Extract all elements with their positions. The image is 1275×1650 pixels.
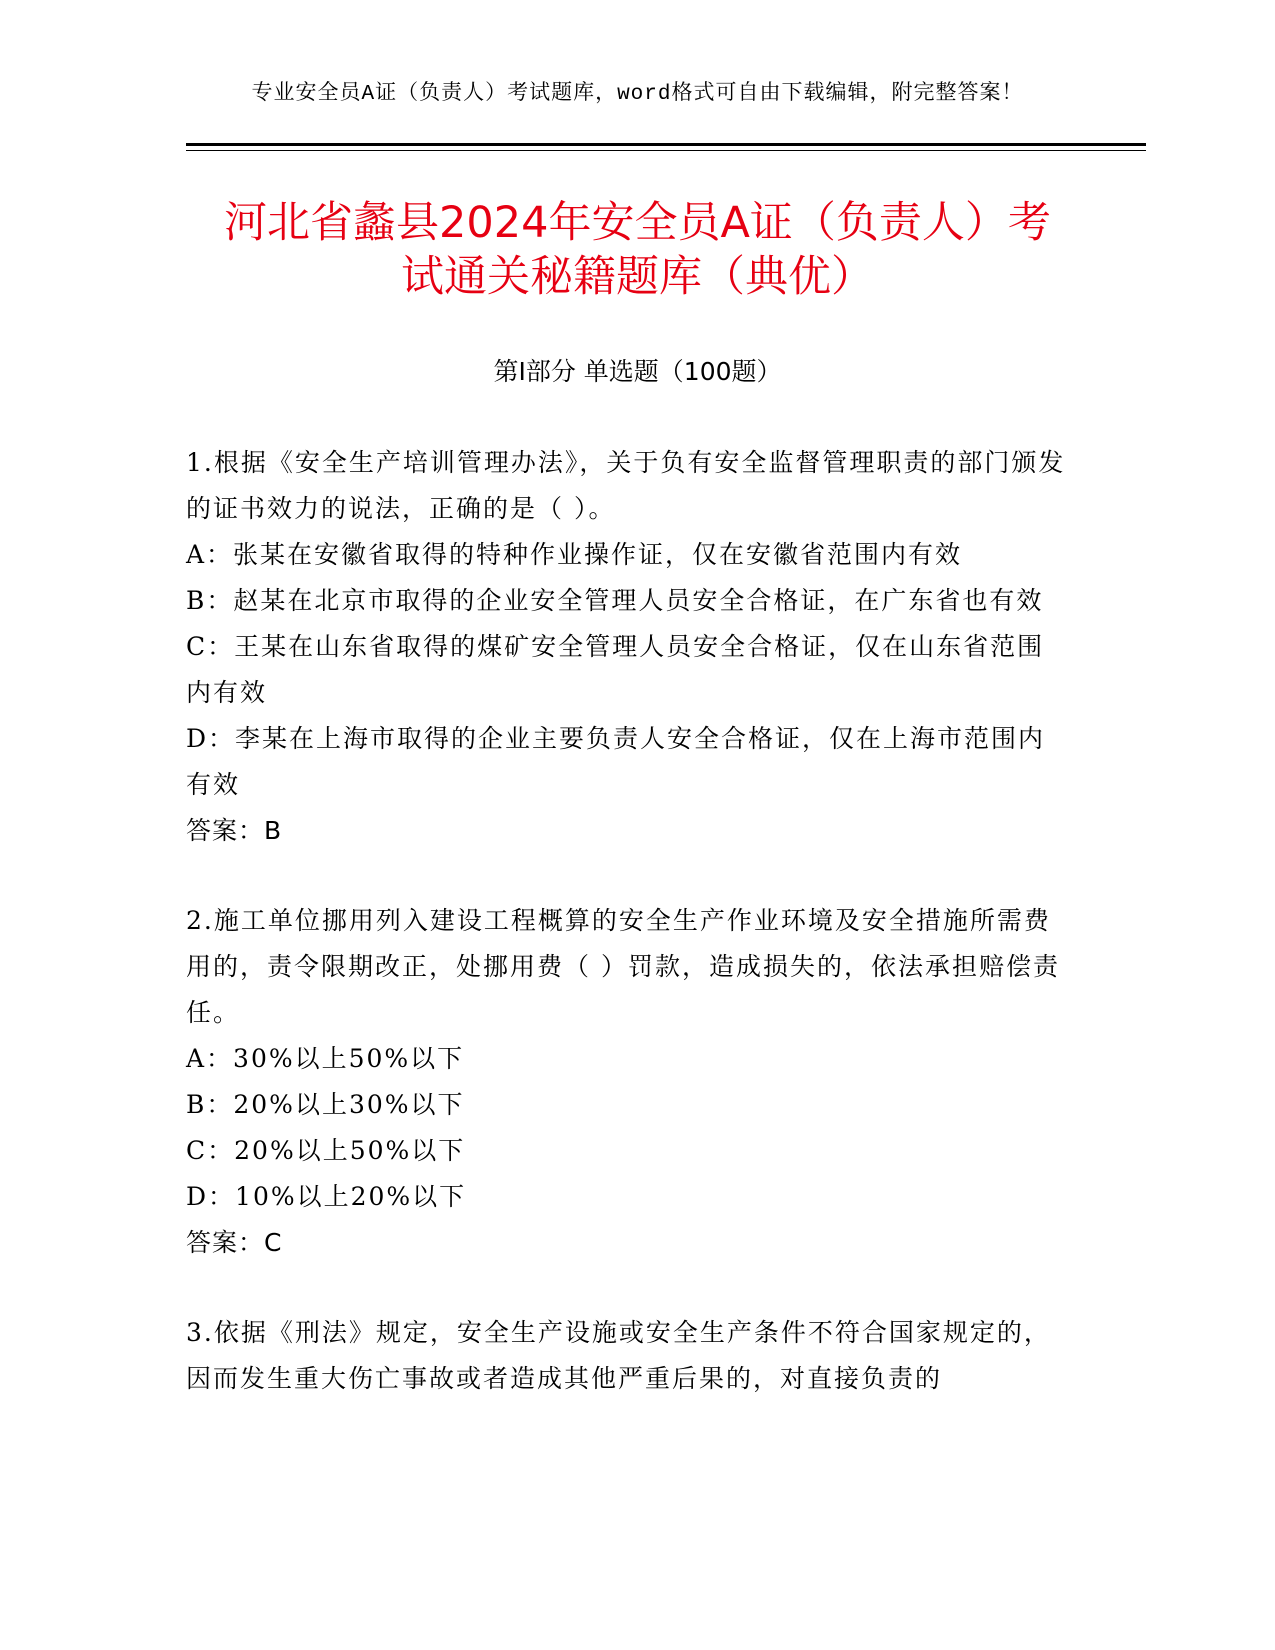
question-1-option-b: B：赵某在北京市取得的企业安全管理人员安全合格证，在广东省也有效 [186, 586, 1044, 615]
question-1-option-c: C：王某在山东省取得的煤矿安全管理人员安全合格证，仅在山东省范围内有效 [186, 632, 1045, 707]
question-2-option-b: B：20%以上30%以下 [186, 1090, 465, 1119]
question-1-option-a: A：张某在安徽省取得的特种作业操作证，仅在安徽省范围内有效 [186, 540, 963, 569]
question-2 [186, 898, 1066, 1266]
question-2-option-a: A：30%以上50%以下 [186, 1044, 465, 1073]
question-1-stem: 1.根据《安全生产培训管理办法》，关于负有安全监督管理职责的部门颁发的证书效力的说法，正确的是（ ）。 [186, 448, 1066, 523]
question-2-option-c: C：20%以上50%以下 [186, 1136, 466, 1165]
question-2-stem: 2.施工单位挪用列入建设工程概算的安全生产作业环境及安全措施所需费用的，责令限期改正，处挪用费（ ）罚款，造成损失的，依法承担赔偿责任。 [186, 906, 1060, 1027]
header-rule-thick [186, 143, 1146, 146]
question-1-option-d: D：李某在上海市取得的企业主要负责人安全合格证，仅在上海市范围内有效 [186, 724, 1046, 799]
question-3 [186, 1310, 1066, 1402]
document-title-line-2: 试通关秘籍题库（典优） [401, 252, 874, 302]
header-rule-thin [186, 150, 1146, 151]
question-3-stem: 3.依据《刑法》规定，安全生产设施或安全生产条件不符合国家规定的，因而发生重大伤亡事故或者造成其他严重后果的，对直接负责的 [186, 1318, 1051, 1393]
question-list [186, 440, 1066, 1446]
question-1 [186, 440, 1066, 854]
question-2-answer: 答案：C [186, 1228, 283, 1257]
header-note: 专业安全员A证（负责人）考试题库，word格式可自由下载编辑，附完整答案！ [251, 83, 1024, 106]
question-1-answer: 答案：B [186, 816, 283, 845]
section-heading: 第Ⅰ部分 单选题（100题） [493, 357, 782, 386]
document-title [160, 196, 1115, 304]
document-title-line-1: 河北省蠡县2024年安全员A证（负责人）考 [224, 198, 1051, 248]
question-2-option-d: D：10%以上20%以下 [186, 1182, 467, 1211]
